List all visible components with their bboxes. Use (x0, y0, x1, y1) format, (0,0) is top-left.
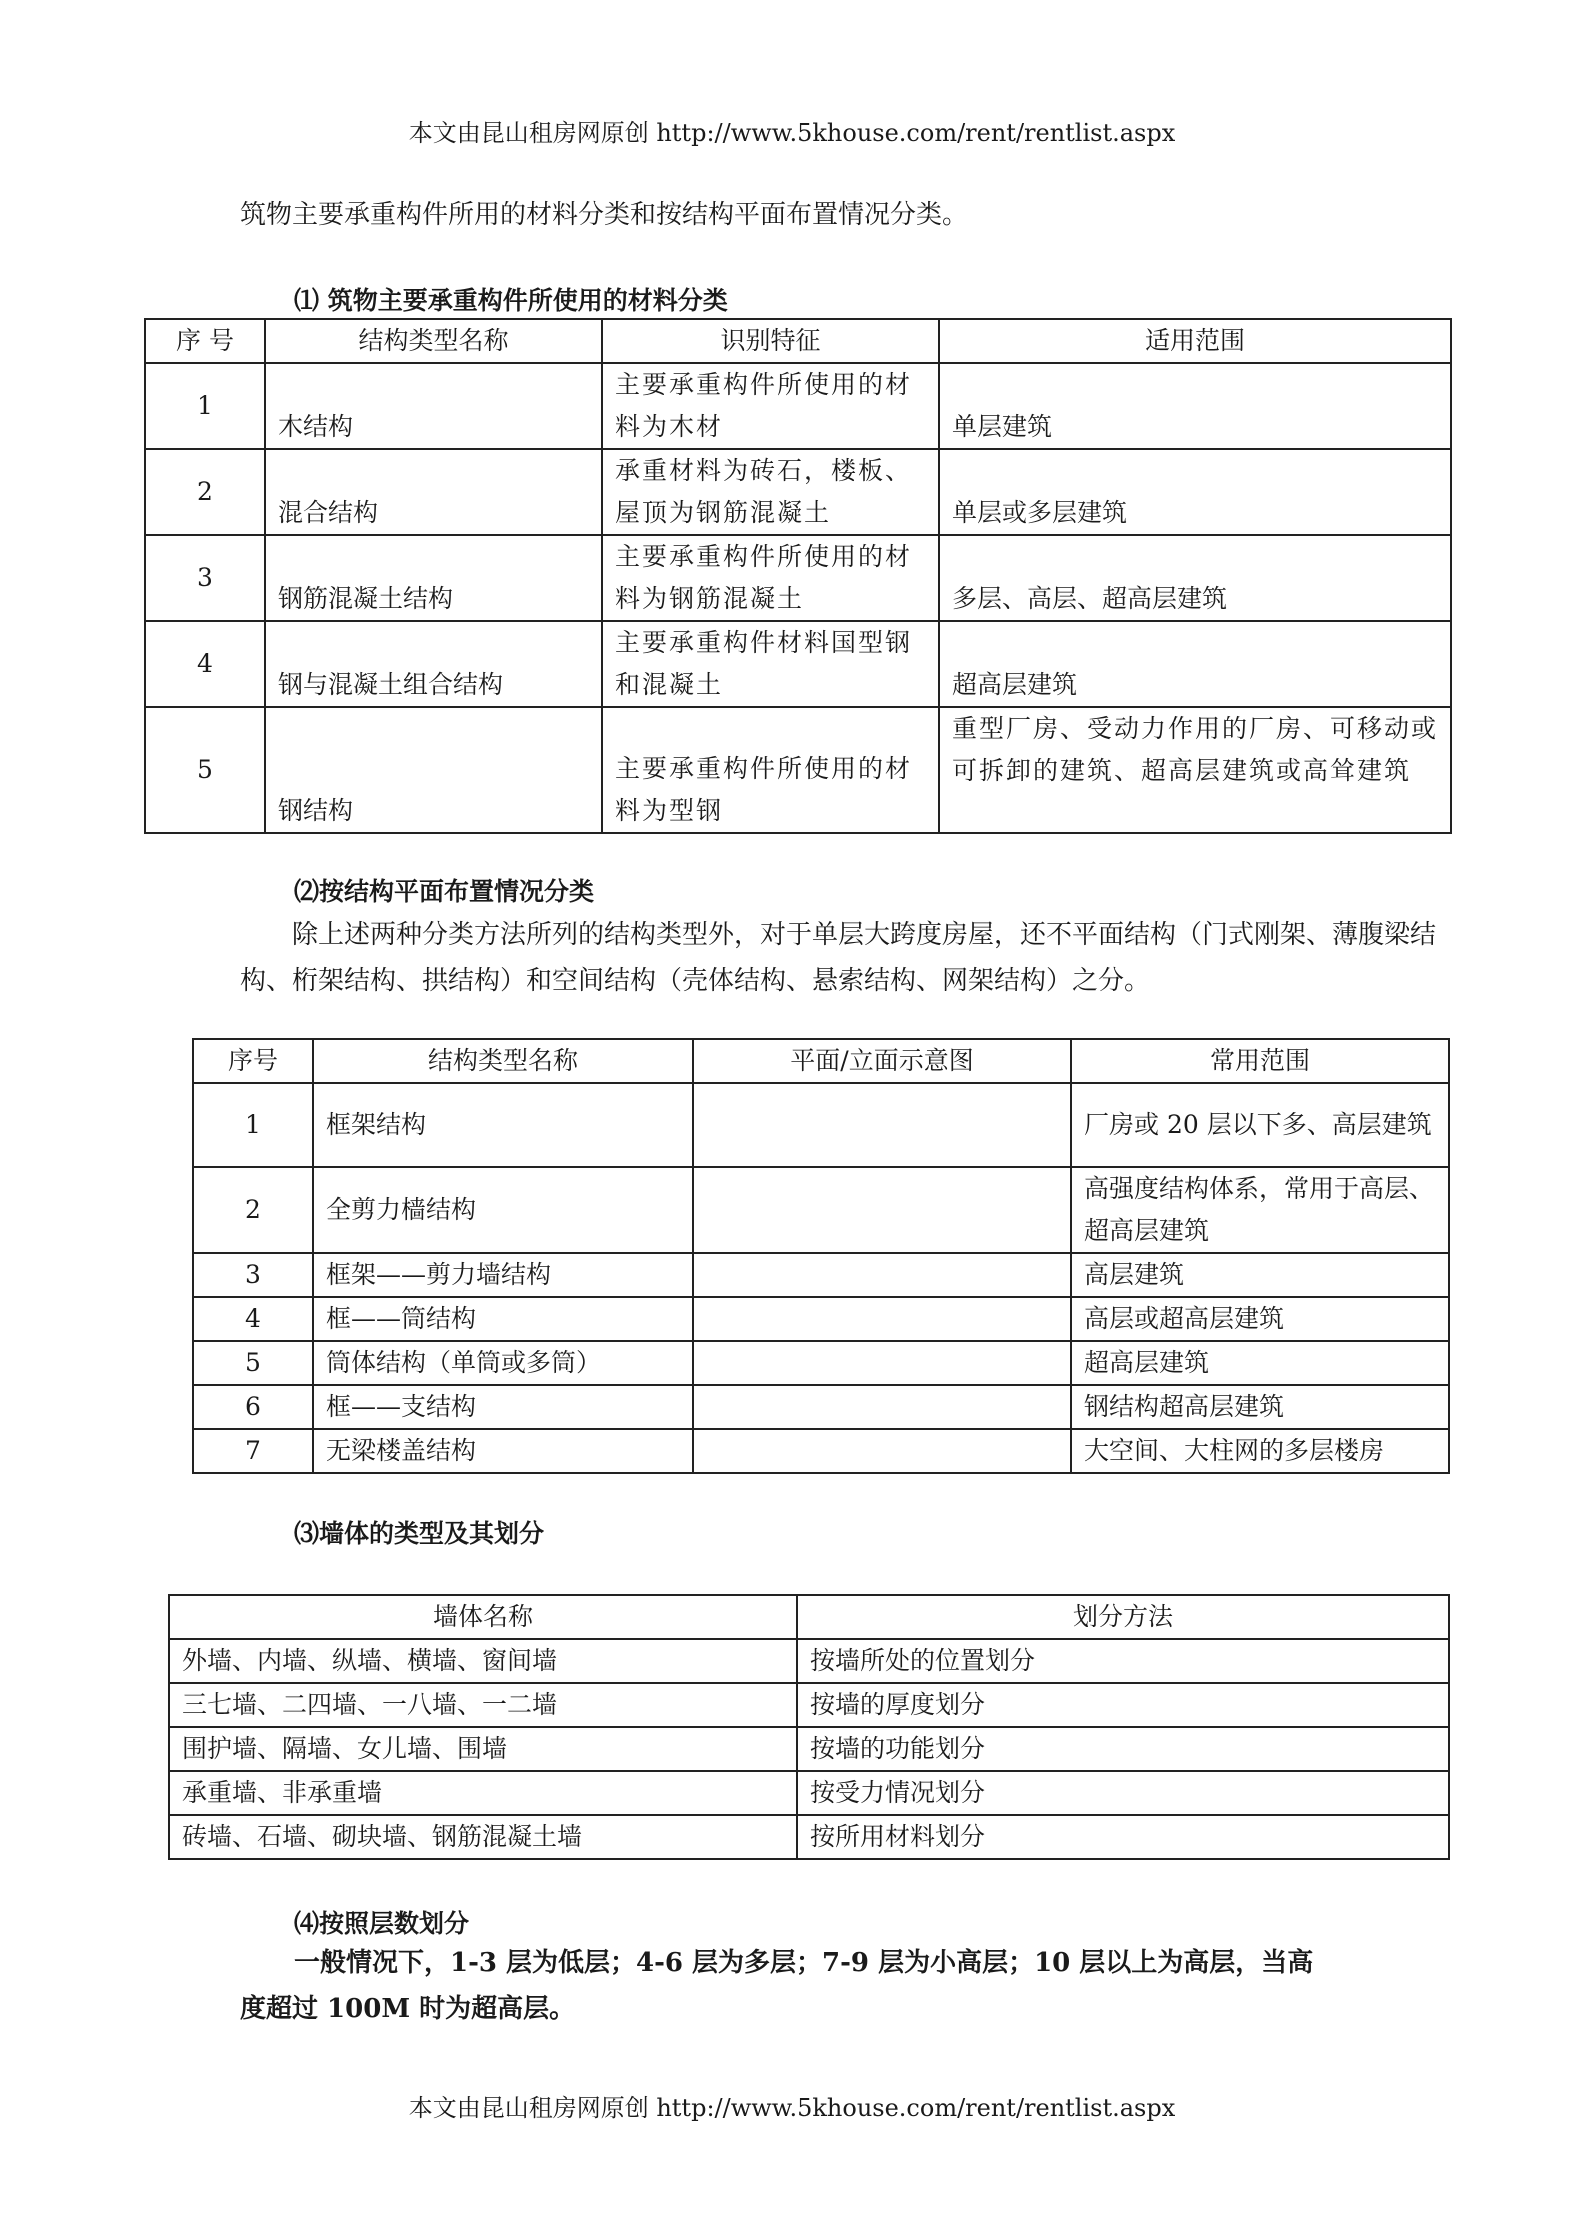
table-row (193, 1167, 1449, 1253)
row-feature: 主要承重构件所使用的材料为型钢 (602, 707, 939, 833)
row-diagram (693, 1253, 1071, 1297)
section4-line1: 一般情况下，1-3 层为低层；4-6 层为多层；7-9 层为小高层；10 层以上为高层，当高 (294, 1948, 1314, 1978)
table-row (193, 1297, 1449, 1341)
row-scope: 超高层建筑 (939, 621, 1451, 707)
row-diagram (693, 1429, 1071, 1473)
row-wall-name: 三七墙、二四墙、一八墙、一二墙 (169, 1683, 797, 1727)
table-row (193, 1083, 1449, 1167)
row-no: 2 (145, 449, 265, 535)
row-no: 2 (193, 1167, 313, 1253)
table-row (145, 535, 1451, 621)
header-wall-name: 墙体名称 (169, 1595, 797, 1639)
row-scope: 厂房或 20 层以下多、高层建筑 (1071, 1083, 1449, 1167)
row-scope: 大空间、大柱网的多层楼房 (1071, 1429, 1449, 1473)
table-row (145, 363, 1451, 449)
row-diagram (693, 1385, 1071, 1429)
row-no: 1 (145, 363, 265, 449)
row-wall-name: 承重墙、非承重墙 (169, 1771, 797, 1815)
section4-line2: 度超过 100M 时为超高层。 (240, 1994, 576, 2024)
row-name: 筒体结构（单筒或多筒） (313, 1341, 693, 1385)
row-name: 框架——剪力墙结构 (313, 1253, 693, 1297)
row-scope: 超高层建筑 (1071, 1341, 1449, 1385)
table-header-row (145, 319, 1451, 363)
row-name: 无梁楼盖结构 (313, 1429, 693, 1473)
table-row (145, 621, 1451, 707)
intro-paragraph: 筑物主要承重构件所用的材料分类和按结构平面布置情况分类。 (240, 200, 969, 230)
row-method: 按墙的功能划分 (797, 1727, 1449, 1771)
row-method: 按墙所处的位置划分 (797, 1639, 1449, 1683)
table-row (169, 1815, 1449, 1859)
header-diagram: 平面/立面示意图 (693, 1039, 1071, 1083)
row-diagram (693, 1167, 1071, 1253)
row-name: 框架结构 (313, 1083, 693, 1167)
row-name: 混合结构 (265, 449, 602, 535)
header-name: 结构类型名称 (313, 1039, 693, 1083)
header-scope: 适用范围 (939, 319, 1451, 363)
row-diagram (693, 1341, 1071, 1385)
row-no: 3 (145, 535, 265, 621)
table-header-row (169, 1595, 1449, 1639)
header-feature: 识别特征 (602, 319, 939, 363)
row-name: 全剪力樯结构 (313, 1167, 693, 1253)
header-no: 序号 (193, 1039, 313, 1083)
page-header: 本文由昆山租房网原创 http://www.5khouse.com/rent/rentlist.aspx (408, 119, 1176, 147)
row-name: 钢与混凝土组合结构 (265, 621, 602, 707)
row-scope: 重型厂房、受动力作用的厂房、可移动或可拆卸的建筑、超高层建筑或高耸建筑 (939, 707, 1451, 833)
section3-title: ⑶墙体的类型及其划分 (294, 1519, 545, 1548)
row-scope: 高强度结构体系，常用于高层、超高层建筑 (1071, 1167, 1449, 1253)
row-name: 钢筋混凝土结构 (265, 535, 602, 621)
row-feature: 承重材料为砖石，楼板、屋顶为钢筋混凝土 (602, 449, 939, 535)
row-name: 钢结构 (265, 707, 602, 833)
row-no: 7 (193, 1429, 313, 1473)
row-scope: 单层或多层建筑 (939, 449, 1451, 535)
row-scope: 单层建筑 (939, 363, 1451, 449)
row-feature: 主要承重构件所使用的材料为钢筋混凝土 (602, 535, 939, 621)
header-method: 划分方法 (797, 1595, 1449, 1639)
row-name: 木结构 (265, 363, 602, 449)
table-row (145, 449, 1451, 535)
row-feature: 主要承重构件材料国型钢和混凝土 (602, 621, 939, 707)
header-scope: 常用范围 (1071, 1039, 1449, 1083)
row-feature: 主要承重构件所使用的材料为木材 (602, 363, 939, 449)
row-diagram (693, 1083, 1071, 1167)
row-wall-name: 砖墙、石墙、砌块墙、钢筋混凝土墙 (169, 1815, 797, 1859)
row-name: 框——筒结构 (313, 1297, 693, 1341)
row-scope: 高层或超高层建筑 (1071, 1297, 1449, 1341)
table-row (193, 1429, 1449, 1473)
row-scope: 多层、高层、超高层建筑 (939, 535, 1451, 621)
row-no: 4 (145, 621, 265, 707)
row-diagram (693, 1297, 1071, 1341)
row-method: 按受力情况划分 (797, 1771, 1449, 1815)
table-row (169, 1639, 1449, 1683)
row-scope: 高层建筑 (1071, 1253, 1449, 1297)
table-row (169, 1727, 1449, 1771)
wall-table (168, 1594, 1450, 1860)
row-no: 5 (145, 707, 265, 833)
row-method: 按墙的厚度划分 (797, 1683, 1449, 1727)
page-footer: 本文由昆山租房网原创 http://www.5khouse.com/rent/rentlist.aspx (408, 2094, 1176, 2122)
row-no: 6 (193, 1385, 313, 1429)
row-name: 框——支结构 (313, 1385, 693, 1429)
row-scope: 钢结构超高层建筑 (1071, 1385, 1449, 1429)
table-row (193, 1385, 1449, 1429)
section2-paragraph: 除上述两种分类方法所列的结构类型外，对于单层大跨度房屋，还不平面结构（门式刚架、薄腹梁结构、桁架结构、拱结构）和空间结构（壳体结构、悬索结构、网架结构）之分。 (240, 920, 1437, 996)
table-row (145, 707, 1451, 833)
material-table (144, 318, 1452, 834)
row-no: 5 (193, 1341, 313, 1385)
row-wall-name: 围护墙、隔墙、女儿墙、围墙 (169, 1727, 797, 1771)
row-no: 1 (193, 1083, 313, 1167)
row-no: 4 (193, 1297, 313, 1341)
row-method: 按所用材料划分 (797, 1815, 1449, 1859)
section2-title: ⑵按结构平面布置情况分类 (294, 877, 595, 906)
table-row (169, 1771, 1449, 1815)
section4-title: ⑷按照层数划分 (294, 1909, 470, 1938)
row-wall-name: 外墙、内墙、纵墙、横墙、窗间墙 (169, 1639, 797, 1683)
section1-title: ⑴ 筑物主要承重构件所使用的材料分类 (294, 286, 728, 315)
layout-table (192, 1038, 1450, 1474)
table-header-row (193, 1039, 1449, 1083)
header-name: 结构类型名称 (265, 319, 602, 363)
row-no: 3 (193, 1253, 313, 1297)
table-row (193, 1341, 1449, 1385)
table-row (193, 1253, 1449, 1297)
header-no: 序 号 (145, 319, 265, 363)
table-row (169, 1683, 1449, 1727)
